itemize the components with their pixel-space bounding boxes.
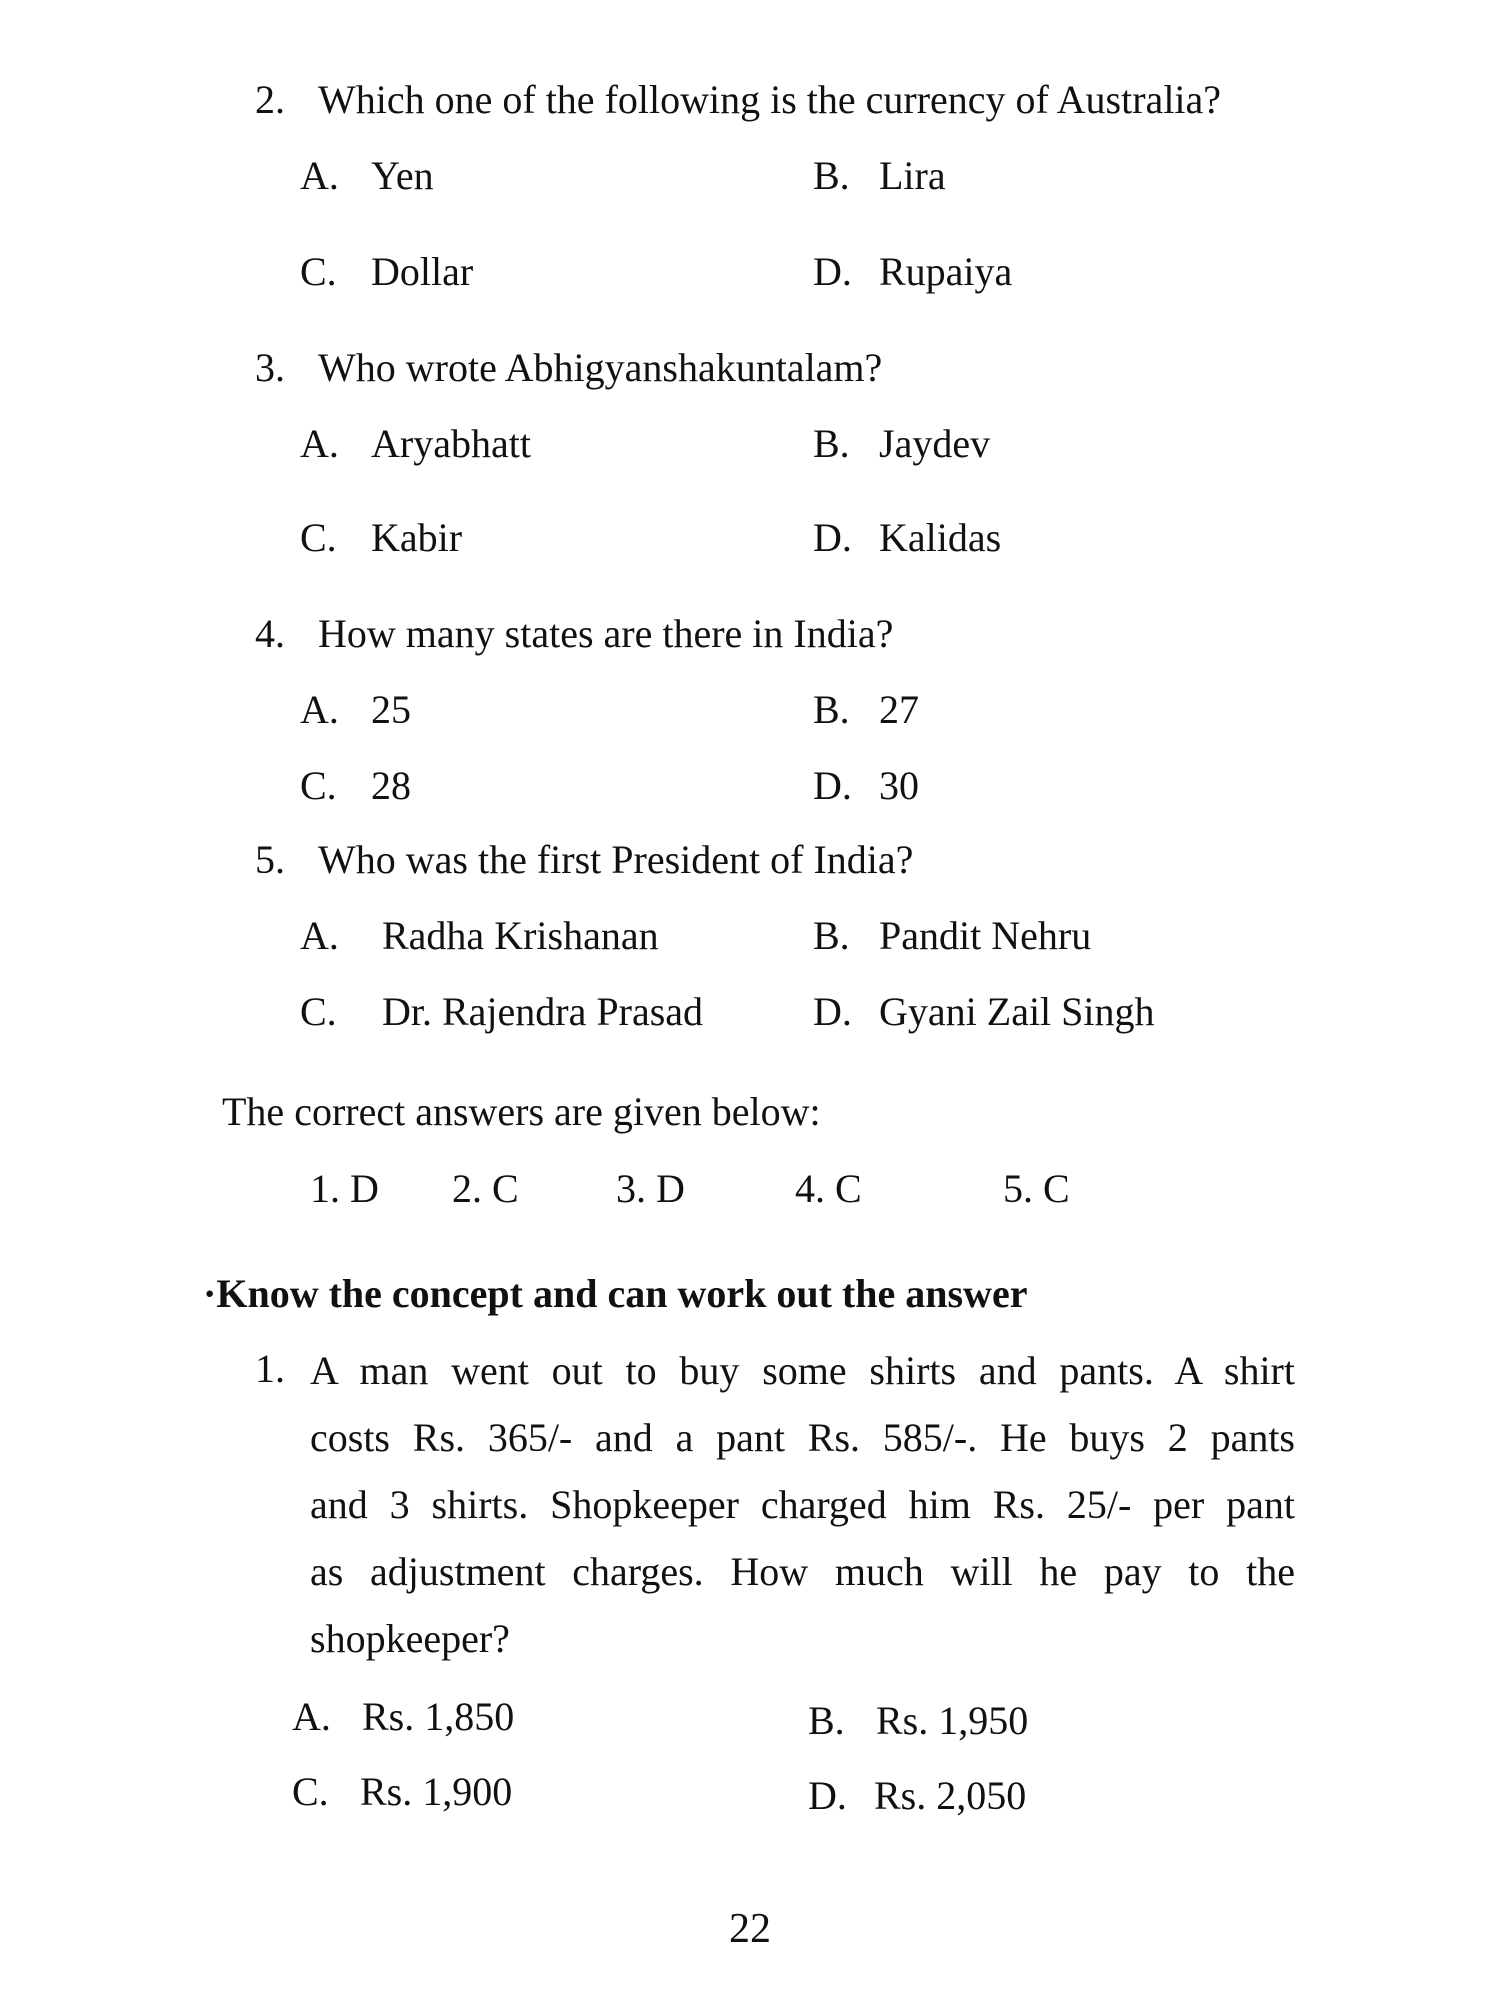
option-text: Rs. 2,050 [874,1773,1027,1818]
option-text: Rs. 1,850 [362,1694,515,1739]
option-letter: A. [300,913,339,958]
question-line: and 3 shirts. Shopkeeper charged him Rs. 25/- per pant [310,1482,1295,1527]
option-letter: B. [813,913,850,958]
option-text: Kabir [371,515,463,560]
question-number: 1. [255,1346,285,1391]
option-letter: D. [813,763,852,808]
option-letter: C. [300,249,337,294]
option-text: Yen [371,153,434,198]
answer-item: 4. C [795,1166,862,1211]
option-letter: A. [300,153,339,198]
answers-heading: The correct answers are given below: [222,1089,821,1134]
question-number: 5. [255,837,285,882]
option-text: Rs. 1,950 [876,1698,1029,1743]
page-number: 22 [729,1906,771,1952]
option-letter: C. [300,763,337,808]
option-letter: A. [292,1694,331,1739]
option-text: 28 [371,763,411,808]
option-letter: D. [813,515,852,560]
option-letter: C. [300,515,337,560]
answer-item: 1. D [310,1166,379,1211]
question-line: shopkeeper? [310,1616,510,1661]
option-letter: A. [300,687,339,732]
option-text: Dollar [371,249,474,294]
question-text: Who wrote Abhigyanshakuntalam? [318,345,883,390]
answer-item: 5. C [1003,1166,1070,1211]
answers-list [0,1165,1500,1213]
option-letter: D. [813,249,852,294]
option-letter: B. [808,1698,845,1743]
answer-item: 2. C [452,1166,519,1211]
option-text: Radha Krishanan [382,913,659,958]
option-text: 30 [879,763,919,808]
question-number: 4. [255,611,285,656]
option-text: Kalidas [879,515,1002,560]
option-text: Dr. Rajendra Prasad [382,989,704,1034]
option-text: Rs. 1,900 [360,1769,513,1814]
option-letter: C. [292,1769,329,1814]
question-number: 3. [255,345,285,390]
question-line: as adjustment charges. How much will he pay to the [310,1549,1295,1594]
option-text: 25 [371,687,411,732]
option-text: Lira [879,153,946,198]
question-text: How many states are there in India? [318,611,894,656]
option-letter: B. [813,421,850,466]
option-text: Aryabhatt [371,421,531,466]
option-letter: B. [813,687,850,732]
option-text: 27 [879,687,919,732]
option-letter: D. [808,1773,847,1818]
option-letter: A. [300,421,339,466]
option-text: Rupaiya [879,249,1013,294]
option-text: Jaydev [879,421,991,466]
question-line: A man went out to buy some shirts and pants. A shirt [310,1348,1295,1393]
question-text: Who was the first President of India? [318,837,914,882]
option-letter: B. [813,153,850,198]
question-text: Which one of the following is the currency of Australia? [318,77,1222,122]
section-heading: ·Know the concept and can work out the answer [203,1271,1028,1316]
option-text: Gyani Zail Singh [879,989,1155,1034]
question-paragraph [310,1337,1295,1672]
option-letter: D. [813,989,852,1034]
question-line: costs Rs. 365/- and a pant Rs. 585/-. He buys 2 pants [310,1415,1295,1460]
option-text: Pandit Nehru [879,913,1092,958]
question-number: 2. [255,77,285,122]
answer-item: 3. D [616,1166,685,1211]
option-letter: C. [300,989,337,1034]
